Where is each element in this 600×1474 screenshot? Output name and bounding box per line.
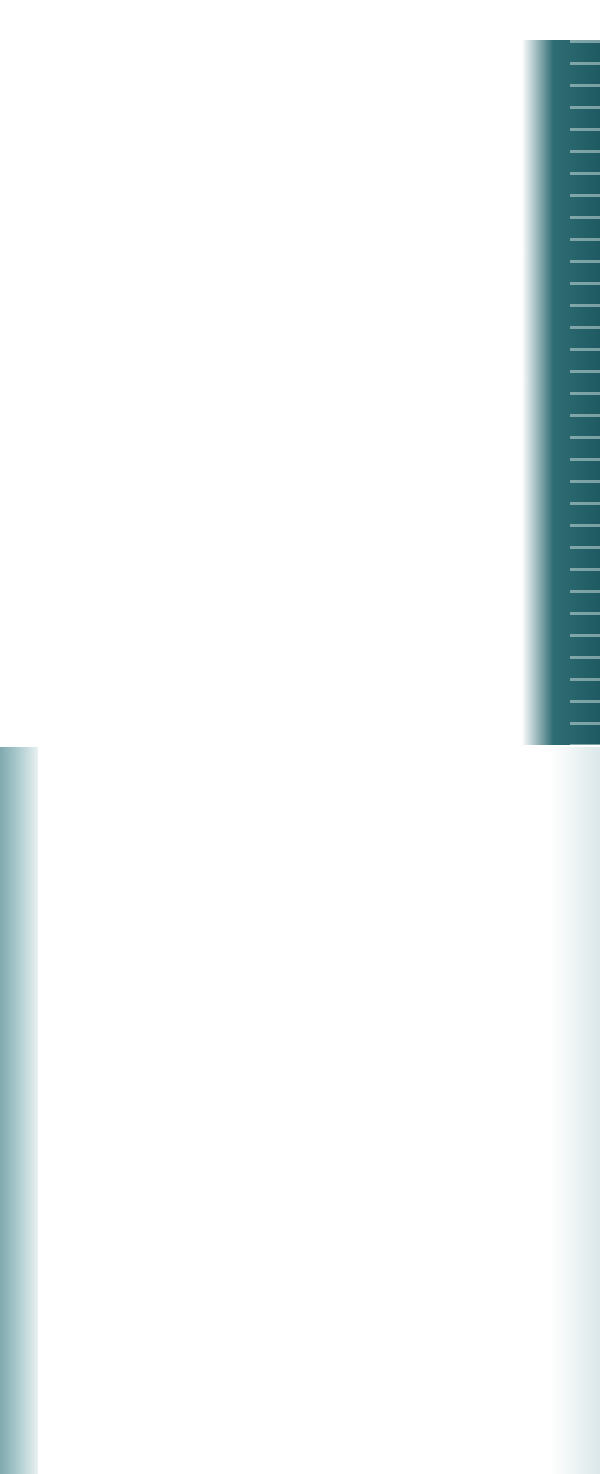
- decorative-left-stripe: [0, 747, 38, 1474]
- decorative-right-fade: [550, 747, 600, 1474]
- decorative-right-band: [522, 40, 600, 745]
